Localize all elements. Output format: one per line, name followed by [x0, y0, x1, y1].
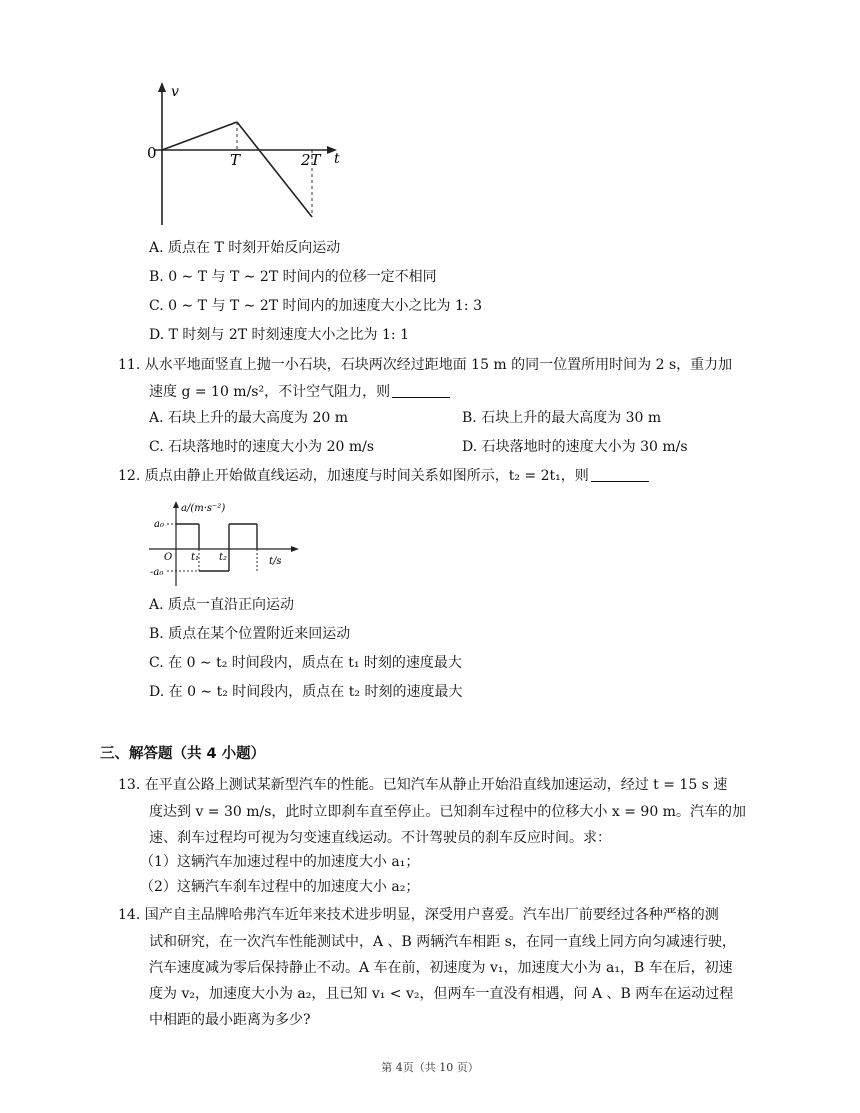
section-title: 三、解答题（共 4 小题）: [100, 746, 266, 762]
v-axis-label: v: [171, 84, 179, 100]
a-axis-label: a/(m·s⁻²): [181, 503, 226, 514]
t-axis-label: t/s: [269, 556, 282, 567]
q13-line-3: 速、刹车过程均可视为匀变速直线运动。不计驾驶员的刹车反应时间。求：: [149, 830, 611, 846]
tick-T-label: T: [230, 151, 241, 169]
q12-option-c: C. 在 0 ∼ t₂ 时间段内，质点在 t₁ 时刻的速度最大: [149, 655, 462, 671]
q11-stem-line-2: [149, 382, 450, 402]
q12-stem-text: 12. 质点由静止开始做直线运动，加速度与时间关系如图所示，t₂ = 2t₁，则: [118, 468, 589, 484]
neg-a0-label: -a₀: [150, 567, 164, 578]
q10-option-c: C. 0 ∼ T 与 T ∼ 2T 时间内的加速度大小之比为 1: 3: [149, 298, 482, 314]
q13-line-2: 度达到 v = 30 m/s，此时立即刹车直至停止。已知刹车过程中的位移大小 x = 90 m。汽车的加: [149, 804, 746, 820]
velocity-segment-1: [162, 122, 237, 150]
q13-subquestion-1: （1）这辆汽车加速过程中的加速度大小 a₁；: [140, 854, 420, 870]
q11-stem-line-1: 11. 从水平地面竖直上抛一小石块，石块两次经过距地面 15 m 的同一位置所用时间为 2 s，重力加: [118, 357, 733, 373]
q14-line-4: 度为 v₂，加速度大小为 a₂，且已知 v₁ < v₂，但两车一直没有相遇，问 A 、B 两车在运动过程: [149, 986, 734, 1002]
q11-stem-text: 速度 g = 10 m/s²，不计空气阻力，则: [149, 384, 391, 400]
q11-option-c: C. 石块落地时的速度大小为 20 m/s: [149, 439, 375, 455]
t2-label: t₂: [219, 552, 228, 563]
q12-option-a: A. 质点一直沿正向运动: [149, 597, 295, 613]
q12-option-b: B. 质点在某个位置附近来回运动: [149, 626, 351, 642]
acceleration-time-graph: [145, 498, 305, 590]
origin-label: O: [164, 552, 173, 563]
q13-line-1: 13. 在平直公路上测试某新型汽车的性能。已知汽车从静止开始沿直线加速运动，经过 t = 15 s 速: [118, 777, 728, 793]
q10-option-d: D. T 时刻与 2T 时刻速度大小之比为 1: 1: [149, 327, 409, 343]
q11-option-a: A. 石块上升的最大高度为 20 m: [149, 410, 349, 426]
q12-option-d: D. 在 0 ∼ t₂ 时间段内，质点在 t₂ 时刻的速度最大: [149, 684, 463, 700]
q11-option-d: D. 石块落地时的速度大小为 30 m/s: [462, 439, 688, 455]
origin-label: 0: [147, 144, 157, 162]
tick-2T-label: 2T: [301, 151, 321, 169]
a0-label: a₀: [154, 519, 164, 530]
q14-line-1: 14. 国产自主品牌哈弗汽车近年来技术进步明显，深受用户喜爱。汽车出厂前要经过各种严格的测: [118, 907, 719, 923]
q14-line-5: 中相距的最小距离为多少?: [149, 1012, 311, 1028]
q11-option-b: B. 石块上升的最大高度为 30 m: [462, 410, 662, 426]
t-axis-label: t: [334, 151, 340, 167]
page-footer: 第 4页（共 10 页）: [381, 1061, 479, 1074]
q10-option-a: A. 质点在 T 时刻开始反向运动: [149, 240, 341, 256]
velocity-segment-2: [237, 122, 312, 217]
q12-stem: [118, 466, 649, 486]
q12-answer-blank: [591, 467, 649, 482]
velocity-time-graph: [140, 80, 350, 230]
q14-line-3: 汽车速度减为零后保持静止不动。A 车在前，初速度为 v₁，加速度大小为 a₁，B 车在后，初速: [149, 960, 733, 976]
q13-subquestion-2: （2）这辆汽车刹车过程中的加速度大小 a₂；: [140, 879, 420, 895]
q11-answer-blank: [392, 383, 450, 398]
q14-line-2: 试和研究，在一次汽车性能测试中，A 、B 两辆汽车相距 s，在同一直线上同方向匀减速行驶，: [149, 934, 736, 950]
q10-option-b: B. 0 ∼ T 与 T ∼ 2T 时间内的位移一定不相同: [149, 269, 437, 285]
t1-label: t₁: [191, 552, 200, 563]
